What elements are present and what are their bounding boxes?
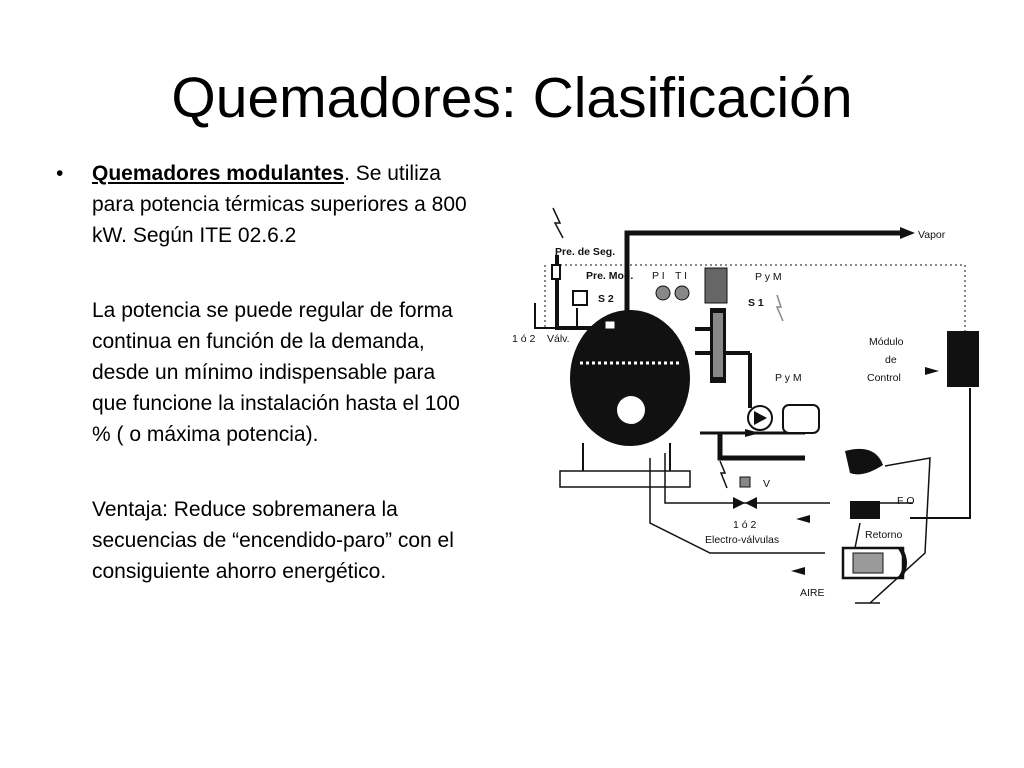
bullet-marker: • (56, 162, 64, 185)
label-modulo: Módulo (869, 336, 904, 348)
label-pre-seg: Pre. de Seg. (555, 246, 616, 258)
paragraph-advantage: Ventaja: Reduce sobremanera la secuencias de “encendido-paro” con el consiguiente ahorro energético. (92, 498, 454, 583)
pressure-gauge-icon (656, 286, 670, 300)
lightning-icon (553, 208, 563, 238)
control-module-icon (947, 331, 979, 387)
label-aire: AIRE (800, 587, 825, 599)
bullet-heading: Quemadores modulantes (92, 162, 345, 185)
slide-content (56, 158, 476, 587)
label-de: de (885, 354, 897, 366)
label-pi: P I (652, 270, 665, 282)
boiler-icon (570, 310, 690, 446)
label-valv: Válv. (547, 333, 570, 345)
label-v: V (763, 478, 771, 490)
electro-valve-icon (733, 497, 757, 509)
label-one-or-two-ev: 1 ó 2 (733, 519, 757, 531)
label-pym-top: P y M (755, 271, 782, 283)
label-vapor: Vapor (918, 229, 946, 241)
label-retorno: Retorno (865, 529, 903, 541)
bullet-text: . Se utiliza para potencia térmicas superiores a 800 kW. Según ITE 02.6.2 (92, 162, 467, 247)
slide-title: Quemadores: Clasificación (171, 66, 853, 130)
label-fo: F O (897, 495, 915, 507)
burner-diagram (505, 203, 985, 628)
label-one-or-two-valv: 1 ó 2 (512, 333, 536, 345)
vapor-arrow (900, 227, 915, 239)
burner-head-icon (845, 449, 883, 475)
label-ti: T I (675, 270, 688, 282)
bullet-item (56, 158, 476, 251)
pump-icon (748, 405, 819, 433)
label-s1: S 1 (748, 297, 764, 309)
label-electro-valvulas: Electro-válvulas (705, 534, 780, 546)
paragraph-regulation: La potencia se puede regular de forma continua en función de la demanda, desde un mínimo indispensable para que funcione la instalación hasta el 100 % ( o máxima potencia). (92, 299, 460, 446)
label-pym-pump: P y M (775, 372, 802, 384)
temperature-gauge-icon (675, 286, 689, 300)
label-control: Control (867, 372, 901, 384)
label-pre-mod: Pre. Mod. (586, 270, 634, 282)
label-s2: S 2 (598, 293, 614, 305)
